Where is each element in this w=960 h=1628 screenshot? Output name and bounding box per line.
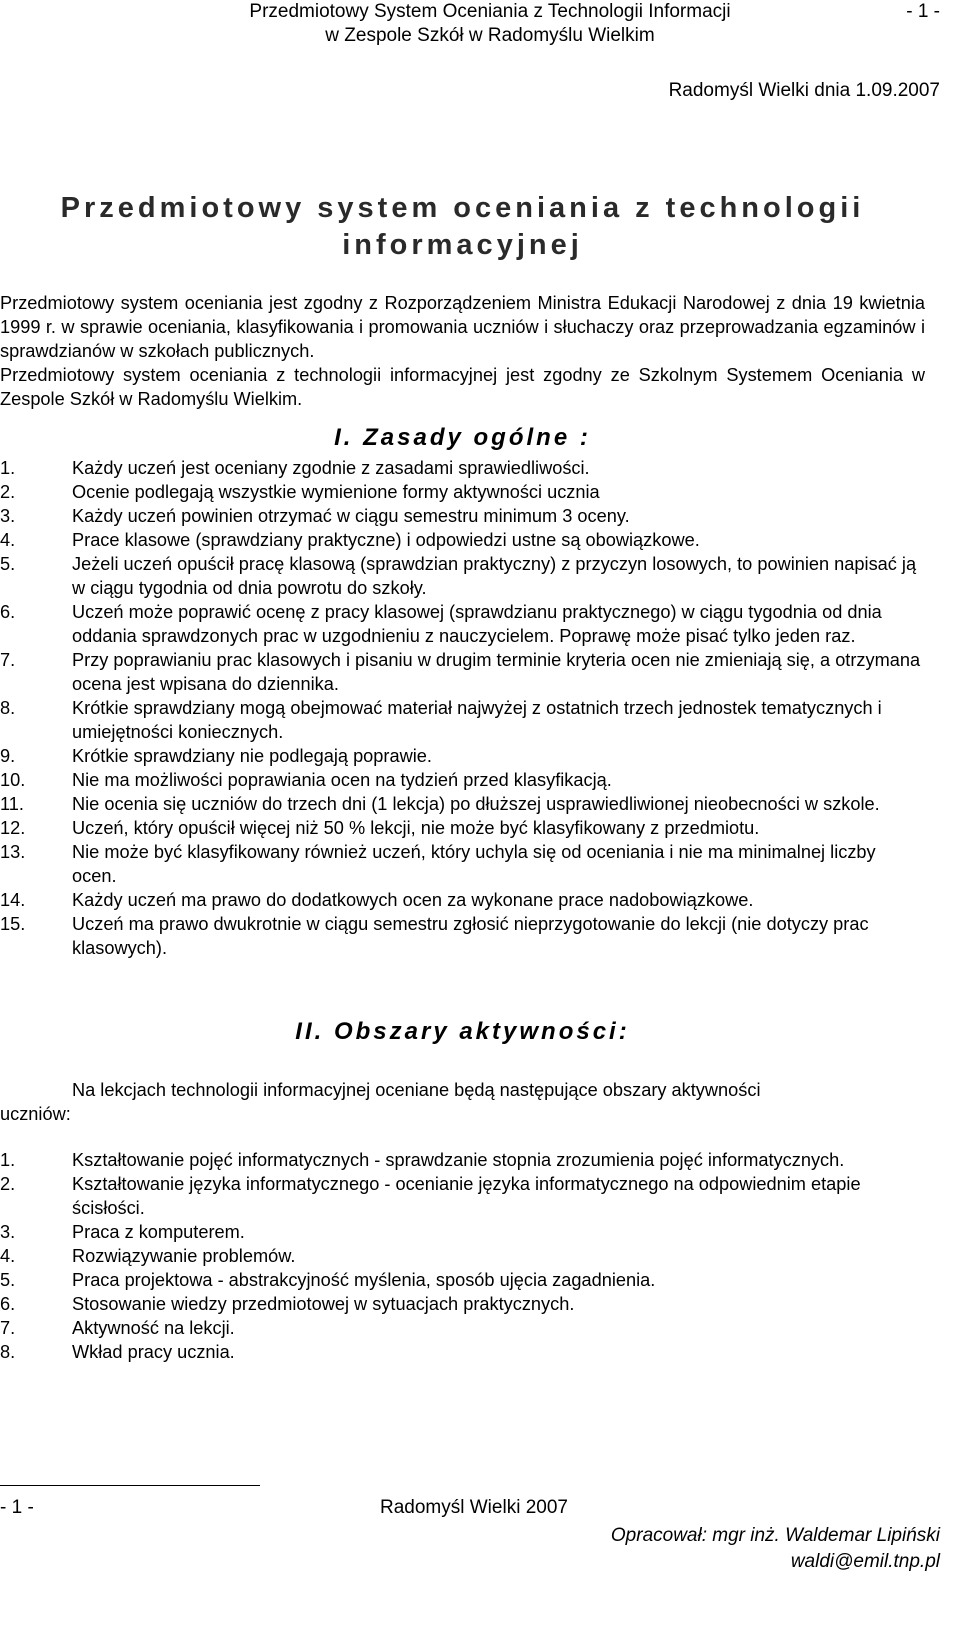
lead-line-1: Na lekcjach technologii informacyjnej oceniane będą następujące obszary aktywności: [72, 1080, 761, 1100]
footer-author: [611, 1523, 940, 1575]
list-item: 3. Każdy uczeń powinien otrzymać w ciągu semestru minimum 3 oceny.: [0, 506, 630, 526]
list-item: 15. Uczeń ma prawo dwukrotnie w ciągu semestru zgłosić nieprzygotowanie do lekcji (nie dotyczy prac klasowych).: [0, 914, 869, 958]
list-item: 12. Uczeń, który opuścił więcej niż 50 % lekcji, nie może być klasyfikowany z przedmiotu.: [0, 818, 760, 838]
section-2-heading: II. Obszary aktywności:: [295, 1018, 630, 1045]
list-item: 6. Uczeń może poprawić ocenę z pracy klasowej (sprawdzianu praktycznego) w ciągu tygodnia od dnia oddania sprawdzonych prac w uzgodnieniu z nauczycielem. Poprawę może pisać tylko jeden raz.: [0, 602, 882, 646]
list-item: 4. Prace klasowe (sprawdziany praktyczne) i odpowiedzi ustne są obowiązkowe.: [0, 530, 700, 550]
running-header: [210, 0, 770, 48]
section-2-lead: [0, 1078, 925, 1126]
list-item: 8. Wkład pracy ucznia.: [0, 1342, 235, 1362]
list-item: 7. Aktywność na lekcji.: [0, 1318, 235, 1338]
list-item: 11. Nie ocenia się uczniów do trzech dni (1 lekcja) po dłuższej usprawiedliwionej nieobecności w szkole.: [0, 794, 880, 814]
list-item: 2. Ocenie podlegają wszystkie wymienione formy aktywności ucznia: [0, 482, 600, 502]
list-item: 5. Jeżeli uczeń opuścił pracę klasową (sprawdzian praktyczny) z przyczyn losowych, to powinien napisać ją w ciągu tygodnia od dnia powrotu do szkoły.: [0, 554, 917, 598]
header-school: w Zespole Szkół w Radomyślu Wielkim: [325, 25, 655, 46]
list-item: 8. Krótkie sprawdziany mogą obejmować materiał najwyżej z ostatnich trzech jednostek tematycznych i umiejętności koniecznych.: [0, 698, 882, 742]
intro-paragraph-1: Przedmiotowy system oceniania jest zgodny z Rozporządzeniem Ministra Edukacji Narodowej z dnia 19 kwietnia 1999 r. w sprawie oceniania, klasyfikowania i promowania uczniów i słuchaczy oraz przeprowadzania egzaminów i sprawdzianów w szkołach publicznych.: [0, 293, 925, 361]
footer-divider: [0, 1485, 260, 1486]
header-page-number: - 1 -: [906, 1, 940, 22]
list-item: 14. Każdy uczeń ma prawo do dodatkowych ocen za wykonane prace nadobowiązkowe.: [0, 890, 754, 910]
section-1-list: [0, 456, 925, 960]
list-item: 1. Każdy uczeń jest oceniany zgodnie z zasadami sprawiedliwości.: [0, 458, 590, 478]
section-2-list: [0, 1148, 925, 1364]
list-item: 3. Praca z komputerem.: [0, 1222, 245, 1242]
list-item: 7. Przy poprawianiu prac klasowych i pisaniu w drugim terminie kryteria ocen nie zmieniają się, a otrzymana ocena jest wpisana do dziennika.: [0, 650, 921, 694]
list-item: 9. Krótkie sprawdziany nie podlegają poprawie.: [0, 746, 432, 766]
list-item: 1. Kształtowanie pojęć informatycznych - sprawdzanie stopnia zrozumienia pojęć informatycznych.: [0, 1150, 845, 1170]
author-name: Opracował: mgr inż. Waldemar Lipiński: [610, 1525, 940, 1546]
dateline: Radomyśl Wielki dnia 1.09.2007: [668, 80, 940, 101]
header-title: Przedmiotowy System Oceniania z Technologii Informacji: [249, 1, 731, 22]
list-item: 4. Rozwiązywanie problemów.: [0, 1246, 296, 1266]
lead-line-2: uczniów:: [0, 1104, 71, 1124]
footer-place-year: Radomyśl Wielki 2007: [380, 1497, 568, 1518]
footer-page-number: - 1 -: [0, 1497, 34, 1518]
list-item: 6. Stosowanie wiedzy przedmiotowej w sytuacjach praktycznych.: [0, 1294, 575, 1314]
list-item: 13. Nie może być klasyfikowany również uczeń, który uchyla się od oceniania i nie ma minimalnej liczby ocen.: [0, 842, 876, 886]
title-line-1: Przedmiotowy system oceniania z technologii: [60, 192, 865, 224]
list-item: 2. Kształtowanie języka informatycznego - ocenianie języka informatycznego na odpowiednim etapie ścisłości.: [0, 1174, 861, 1218]
intro-paragraph-2: Przedmiotowy system oceniania z technologii informacyjnej jest zgodny ze Szkolnym Systemem Oceniania w Zespole Szkół w Radomyślu Wielkim.: [0, 365, 925, 409]
list-item: 10. Nie ma możliwości poprawiania ocen na tydzień przed klasyfikacją.: [0, 770, 612, 790]
list-item: 5. Praca projektowa - abstrakcyjność myślenia, sposób ujęcia zagadnienia.: [0, 1270, 656, 1290]
intro: [0, 291, 925, 411]
page-title: [0, 190, 925, 264]
title-line-2: informacyjnej: [342, 229, 583, 261]
section-1-heading: I. Zasady ogólne :: [334, 424, 591, 451]
author-email: waldi@emil.tnp.pl: [790, 1551, 940, 1572]
